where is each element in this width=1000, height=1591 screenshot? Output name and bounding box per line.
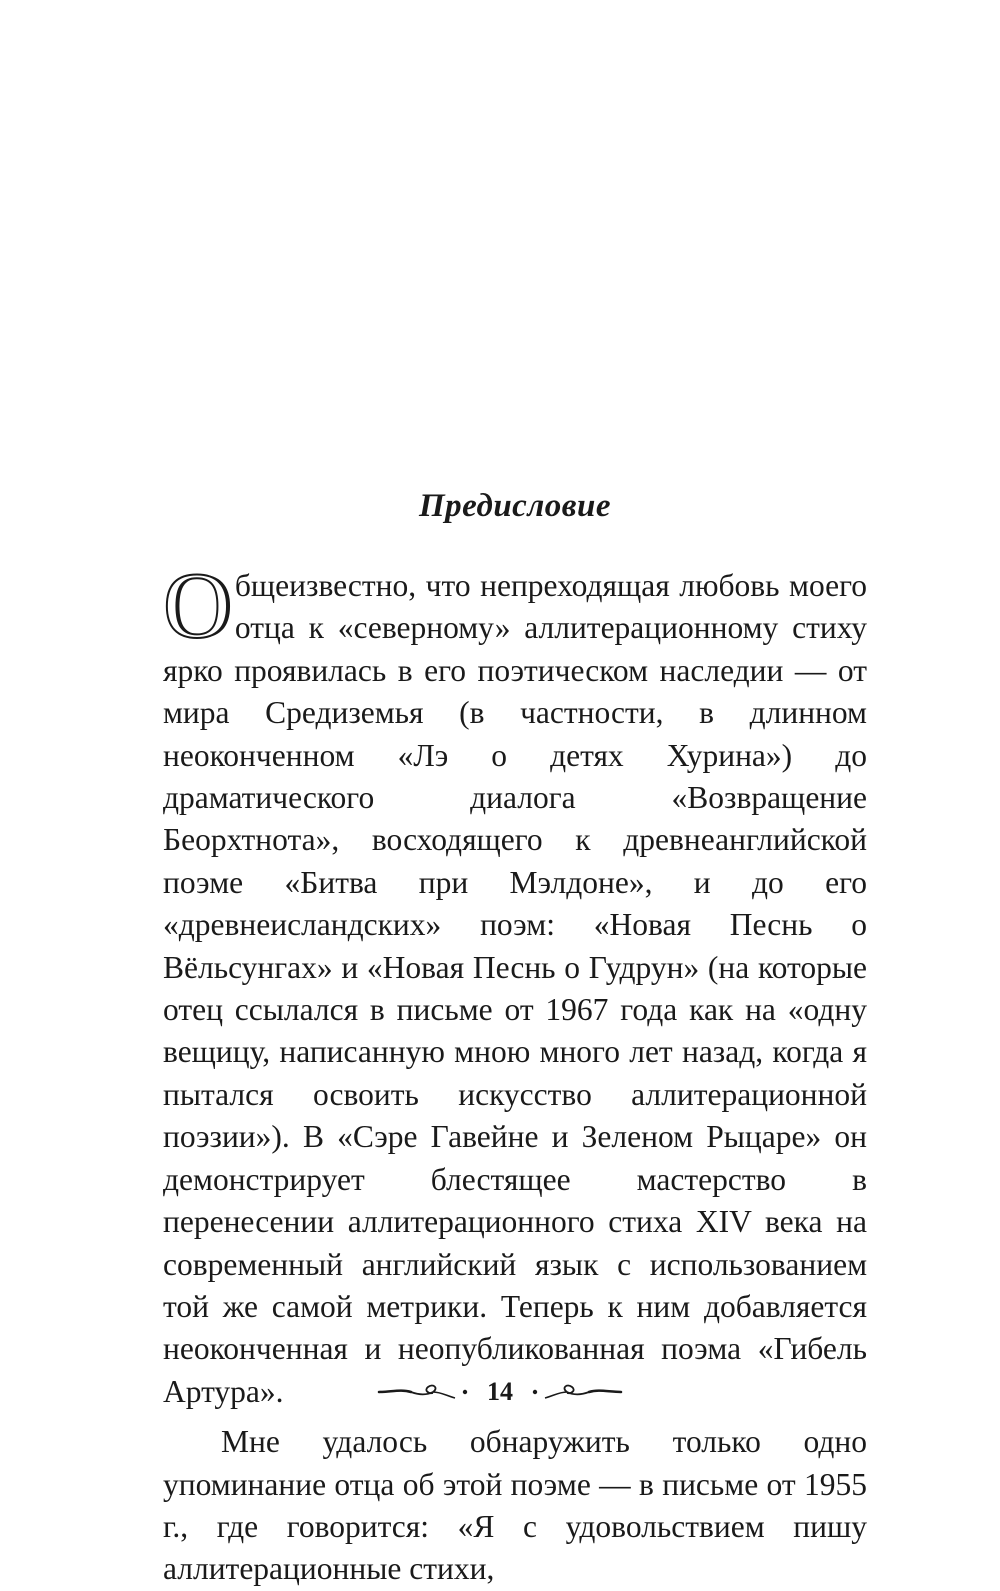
- paragraph-2: [163, 1421, 867, 1591]
- right-flourish-icon: [527, 1380, 623, 1404]
- body-text: [163, 554, 867, 1591]
- paragraph-2-text: Мне удалось обнаружить только одно упоминание отца об этой поэме — в письме от 1955 г., где говорится: «Я с удовольствием пишу аллитерационные стихи,: [163, 1424, 867, 1587]
- page-number: 14: [487, 1377, 513, 1406]
- paragraph-1: [163, 554, 867, 1413]
- paragraph-1-text: бщеизвестно, что непреходящая любовь моего отца к «северному» аллитерационному стиху ярко проявилась в его поэтическом наследии — от мира Средиземья (в частности, в длинном неоконченном «Лэ о детях Хурина») до драматического диалога «Возвращение Беорхтнота», восходящего к древнеанглийской поэме «Битва при Мэлдоне», и до его «древнеисландских» поэм: «Новая Песнь о Вёльсунгах» и «Новая Песнь о Гудрун» (на которые отец ссылался в письме от 1967 года как на «одну вещицу, написанную мною много лет назад, когда я пытался освоить искусство аллитерационной поэзии»). В «Сэре Гавейне и Зеленом Рыцаре» он демонстрирует блестящее мастерство в перенесении аллитерационного стиха XIV века на современный английский язык с использованием той же самой метрики. Теперь к ним добавляется неоконченная и неопубликованная поэма «Гибель Артура».: [163, 568, 867, 1409]
- left-flourish-icon: [377, 1380, 473, 1404]
- page-footer: [0, 1372, 1000, 1412]
- drop-cap: О: [163, 554, 231, 658]
- chapter-heading: Предисловие: [418, 488, 612, 524]
